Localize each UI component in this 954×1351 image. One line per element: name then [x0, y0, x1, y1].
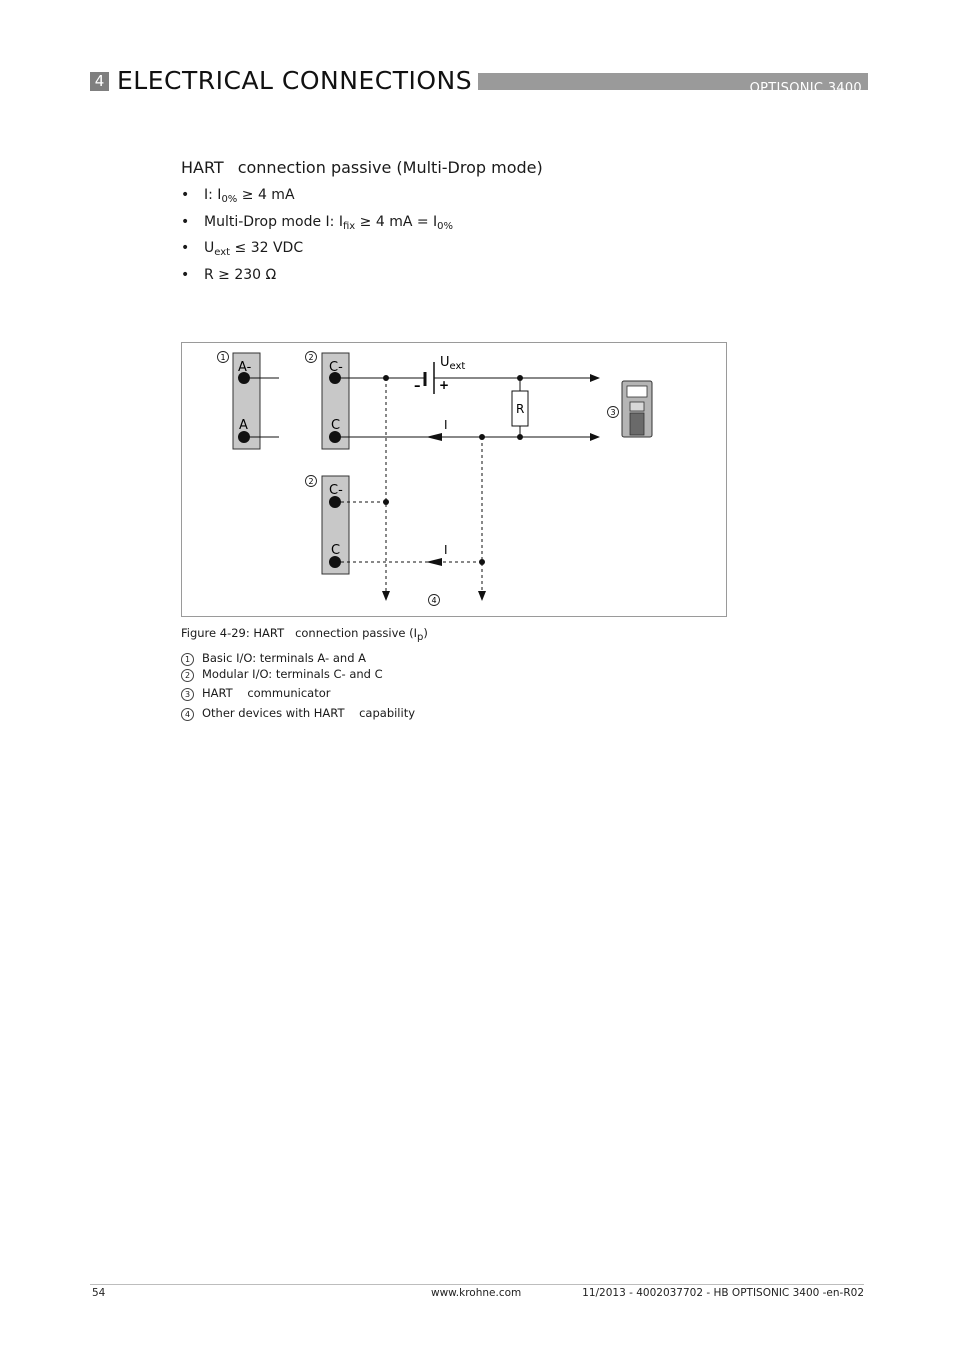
chapter-header [90, 66, 868, 96]
uext-label: $U_{ext}$ [440, 355, 466, 372]
list-item: • Multi-Drop mode I: $I_{fix} \ge 4$ mA = $I_{0\%}$ [181, 213, 454, 232]
current-arrow-1 [426, 433, 442, 441]
svg-text:4: 4 [431, 596, 437, 605]
battery-plus: + [439, 378, 450, 392]
label-a-minus: A- [238, 360, 252, 375]
wiring-diagram-svg [182, 343, 728, 618]
list-item: • I: $I_{0\%} \ge 4$ mA [181, 187, 295, 205]
svg-text:1: 1 [220, 353, 226, 362]
header-bar [450, 73, 868, 96]
resistor-label: R [516, 402, 525, 416]
footer-doc-id: 11/2013 - 4002037702 - HB OPTISONIC 3400 -en-R02 [582, 1287, 864, 1299]
legend-item: 2 Modular I/O: terminals C- and C [181, 667, 415, 686]
current-label-2: I [444, 543, 448, 557]
list-item: • R ≥ 230 Ω [181, 266, 277, 283]
section-title-hart: HART [181, 158, 224, 177]
legend-item: 3 HART communicator [181, 686, 415, 706]
current-label-1: I [444, 418, 448, 432]
current-arrow-2 [426, 558, 442, 566]
page-number: 54 [92, 1287, 106, 1299]
product-name: OPTISONIC 3400 [749, 81, 862, 96]
battery-minus: – [414, 379, 421, 394]
section-title [181, 158, 543, 177]
chapter-title: ELECTRICAL CONNECTIONS [117, 66, 478, 96]
footer-url[interactable]: www.krohne.com [431, 1287, 522, 1299]
legend-item: 4 Other devices with HART capability [181, 706, 415, 722]
list-item: • $U_{ext} \le 32$ VDC [181, 240, 304, 258]
label-c-minus-2: C- [329, 483, 343, 498]
svg-text:3: 3 [610, 408, 616, 417]
figure-caption: Figure 4-29: HART connection passive $(I_p)$ [181, 626, 428, 643]
svg-text:2: 2 [308, 477, 314, 486]
svg-text:2: 2 [308, 353, 314, 362]
label-a: A [239, 418, 248, 433]
chapter-number: 4 [90, 72, 109, 91]
section-title-rest: connection passive (Multi-Drop mode) [237, 158, 543, 177]
label-c-minus-1: C- [329, 360, 343, 375]
label-c-2: C [331, 543, 341, 558]
label-c-1: C [331, 418, 341, 433]
requirements-list [181, 185, 453, 291]
wiring-diagram [181, 342, 727, 617]
figure-legend [181, 651, 415, 722]
legend-item: 1 Basic I/O: terminals A- and A [181, 651, 415, 667]
hart-communicator-icon [622, 381, 652, 437]
footer-divider [90, 1284, 864, 1285]
